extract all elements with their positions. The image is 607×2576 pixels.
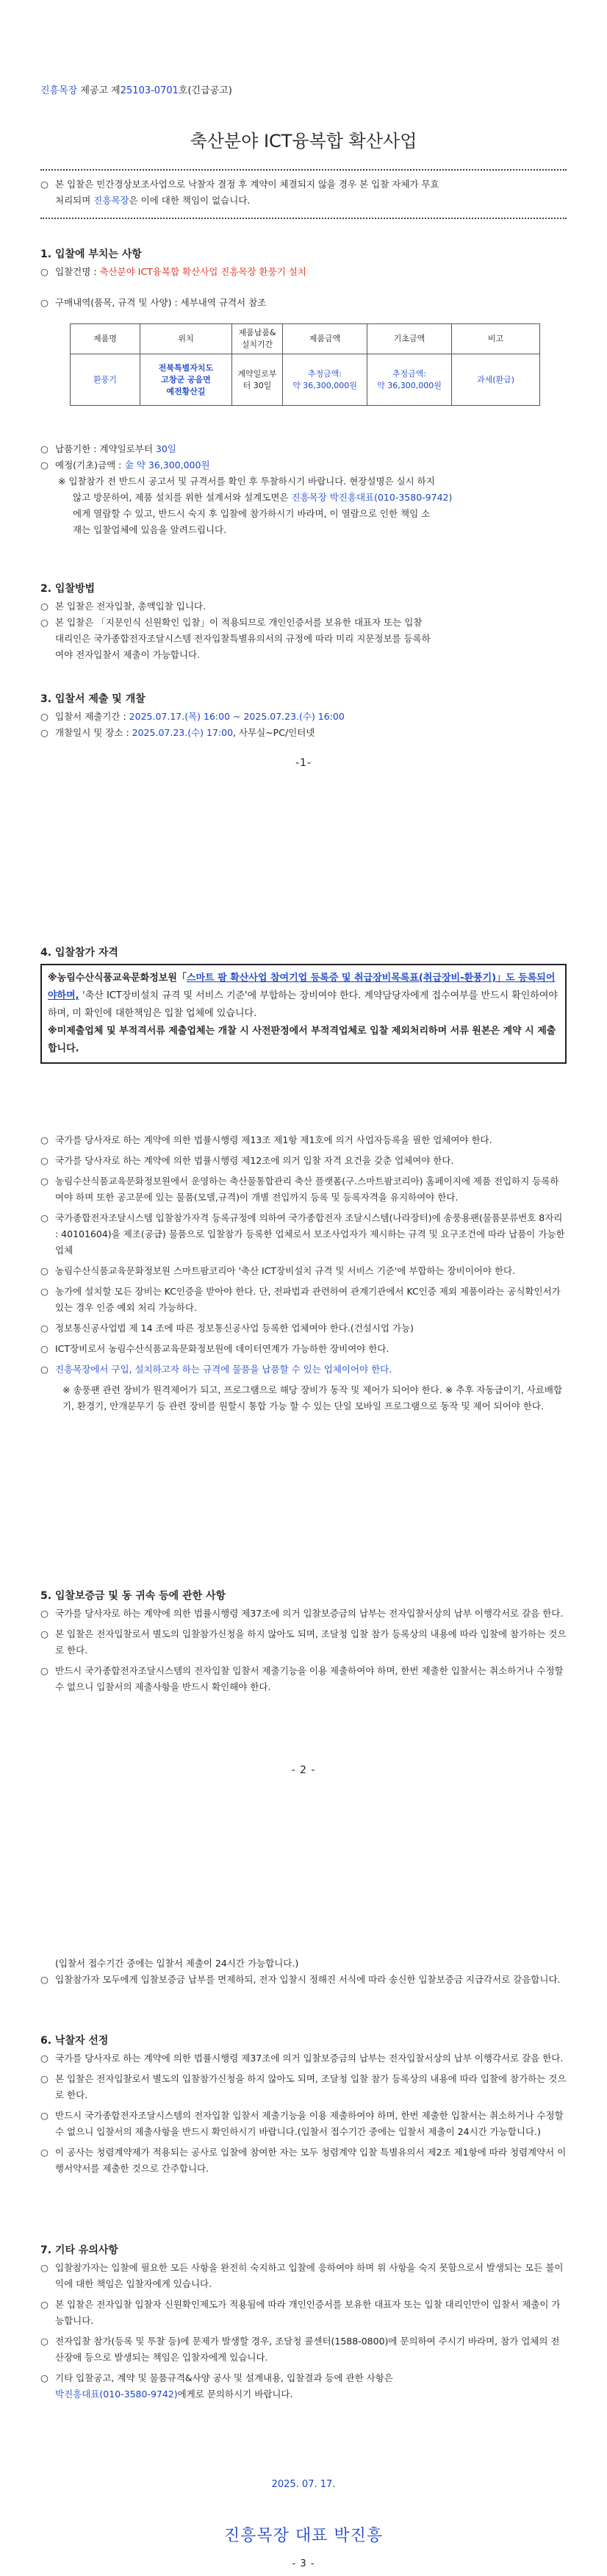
price-label: 예정(기초)금액 : xyxy=(55,459,122,471)
contact-info: 박진흥대표(010-3580-9742) xyxy=(55,2389,178,2400)
intro-line-1: 본 입찰은 민간경상보조사업으로 낙찰자 결정 후 계약이 체결되지 않을 경우 본 입찰 자체가 무효 xyxy=(55,179,439,190)
notice-prefix: 제공고 제 xyxy=(80,85,121,96)
eligibility-item: 국가를 당사자로 하는 계약에 의한 법률시행령 제12조에 의거 입찰 자격 요건을 갖춘 업체여야 한다. xyxy=(55,1155,454,1166)
award-item: 국가를 당사자로 하는 계약에 의한 법률시행령 제37조에 의거 입찰보증금의 납부는 전자입찰서상의 납부 이행각서로 갈음 한다. xyxy=(55,2053,564,2064)
spec-table xyxy=(70,323,540,406)
notice-header xyxy=(40,82,567,96)
submit-period: 2025.07.17.(목) 16:00 ~ 2025.07.23.(수) 16:00 xyxy=(129,711,345,722)
section-title: 5. 입찰보증금 및 동 귀속 등에 관한 사항 xyxy=(40,1590,226,1602)
section-6: 6. 낙찰자 선정 ○ 국가를 당사자로 하는 계약에 의한 법률시행령 제37조에 의거 입찰보증금의 납부는 전자입찰서상의 납부 이행각서로 갈음 한다. ○ 본 입찰은 전자입찰로서 별도의 입찰참가신청을 하지 않아도 되며, 조달청 입찰 참가 등록상의 내용에 따라 입찰에 참가하는 것으로 한다. ○ 반드시 국가종합전자조달시스템의 전자입찰 입찰서 제출기능을 이용 제출하여야 하며, 한번 제출한 입찰서는 취소하거나 수정할 수 없으니 입찰서의 제출사항을 반드시 확인하시기 바랍니다.(입찰서 접수기간 중에는 입찰서 제출이 24시간 가능합니다.) ○ 이 공사는 청렴계약제가 적용되는 공사로 입찰에 참여한 자는 모두 청렴계약 입찰 특별유의서 제2조 제1항에 따라 청렴계약서 이행서약서를 제출한 것으로 간주합니다. xyxy=(40,2033,567,2177)
notice-suffix: 호(긴급공고) xyxy=(178,85,232,96)
spec-header: 비고 xyxy=(452,324,540,354)
spec-header: 제품납품& 설치기간 xyxy=(232,324,283,354)
deposit-cont: (입찰서 접수기간 중에는 입찰서 제출이 24시간 가능합니다.) ○ 입찰참가자 모두에게 입찰보증금 납부를 면제하되, 전자 입찰시 정해진 서식에 따라 송신한 입찰보증금 지급각서로 갈음합니다. xyxy=(40,1956,567,1988)
sign-date: 2025. 07. 17. xyxy=(271,2479,336,2490)
eligibility-footnote: ※ 송풍팬 관련 장비가 원격제어가 되고, 프로그램으로 해당 장비가 동작 및 제어가 되어야 한다. ※ 추후 자동급이기, 사료배합기, 환경기, 안개분무기 등 관련 장비를 원할시 통합 가능 할 수 있는 단일 모바일 프로그램으로 동작 및 제어 되어야 한다. xyxy=(62,1384,563,1412)
page-3 xyxy=(0,1911,607,2576)
note-line: 않고 방문하여, 제품 설치를 위한 설계서와 설계도면은 xyxy=(73,492,289,503)
section-5: 5. 입찰보증금 및 동 귀속 등에 관한 사항 ○ 국가를 당사자로 하는 계약에 의한 법률시행령 제37조에 의거 입찰보증금의 납부는 전자입찰서상의 납부 이행각서로 갈음 한다. ○ 본 입찰은 전자입찰로서 별도의 입찰참가신청을 하지 않아도 되며, 조달청 입찰 참가 등록상의 내용에 따라 입찰에 참가하는 것으로 한다. ○ 반드시 국가종합전자조달시스템의 전자입찰 입찰서 제출기능을 이용 제출하여야 하며, 한번 제출한 입찰서는 취소하거나 수정할 수 없으니 입찰서의 제출사항을 반드시 확인해야 한다. xyxy=(40,1588,567,1695)
section-4 xyxy=(40,945,567,1064)
box-highlight: 스마트 팜 확산사업 참여기업 등록증 및 취급장비목록표(취급장비-환풍기) xyxy=(186,973,497,984)
deposit-note: 입찰참가자 모두에게 입찰보증금 납부를 면제하되, 전자 입찰시 정해진 서식에 따라 송신한 입찰보증금 지급각서로 갈음합니다. xyxy=(55,1974,561,1985)
section-title: 7. 기타 유의사항 xyxy=(40,2244,118,2256)
delivery-value: 30일 xyxy=(155,443,176,454)
deposit-item: 본 입찰은 전자입찰로서 별도의 입찰참가신청을 하지 않아도 되며, 조달청 입찰 참가 등록상의 내용에 따라 입찰에 참가하는 것으로 한다. xyxy=(55,1628,567,1656)
eligibility-item: 농가에 설치할 모든 장비는 KC인증을 받아야 한다. 단, 전파법과 관련하여 관계기관에서 KC인증 제외 제품이라는 공식확인서가 있는 경우 인증 예외 처리 가능하다. xyxy=(55,1286,561,1313)
section-3: 3. 입찰서 제출 및 개찰 ○ 입찰서 제출기간 : 2025.07.17.(목) 16:00 ~ 2025.07.23.(수) 16:00 ○ 개찰일시 및 장소 : 2025.07.23.(수) 17:00, 사무실~PC/인터넷 xyxy=(40,691,567,741)
page-number: - 2 - xyxy=(291,1764,316,1776)
spec-header: 기초금액 xyxy=(367,324,452,354)
spec-cell: 과세(환급) xyxy=(452,354,540,406)
contact-post: 에게로 문의하시기 바랍니다. xyxy=(177,2389,293,2400)
spec-cell: 전북특별자치도 고창군 공음면 예전황산길 xyxy=(140,354,232,406)
eligibility-notice-box xyxy=(40,964,567,1064)
bid-name-label: 입찰건명 : xyxy=(55,266,97,277)
note-line: 재는 입찰업체에 있음을 알려드립니다. xyxy=(73,524,227,535)
notice-org: 진흥목장 xyxy=(40,85,78,96)
note-line: 에게 열람할 수 있고, 반드시 숙지 후 입찰에 참가하시기 바라며, 이 열람으로 인한 책임 소 xyxy=(73,508,431,519)
spec-header: 제품금액 xyxy=(283,324,367,354)
submit-label: 입찰서 제출기간 : xyxy=(55,711,126,722)
notice-item: 입찰참가자는 입찰에 필요한 모든 사항을 완전히 숙지하고 입찰에 응하여야 하며 위 사항을 숙지 못함으로서 발생되는 모든 불이익에 대한 책임은 입찰자에게 있습니다. xyxy=(55,2262,564,2289)
section-title: 4. 입찰참가 자격 xyxy=(40,947,118,959)
note-line: ※ 입찰참가 전 반드시 공고서 및 규격서를 확인 후 투찰하시기 바랍니다. 현장설명은 실시 하지 xyxy=(58,476,435,487)
delivery-label: 납품기한 : 계약일로부터 xyxy=(55,443,153,454)
eligibility-item: 진흥목장에서 구입, 설치하고자 하는 규격에 물품을 납품할 수 있는 업체이어야 한다. xyxy=(55,1364,392,1375)
box-text: ※미제출업체 및 부적격서류 제출업체는 개찰 시 사전판정에서 부적격업체로 입찰 제외처리하며 서류 원본은 계약 시 제출합니다. xyxy=(48,1026,556,1054)
signatory: 진흥목장 대표 박진흥 xyxy=(223,2527,384,2545)
section-title: 2. 입찰방법 xyxy=(40,583,96,595)
opening-label: 개찰일시 및 장소 : xyxy=(55,727,129,738)
opening-place: , 사무실~PC/인터넷 xyxy=(233,727,315,738)
box-text: '축산 ICT장비설치 규격 및 서비스 기준'에 부합하는 장비여야 한다. 계약담당자에게 접수여부를 반드시 확인하여야 하며, 미 확인에 대한책임은 입찰 업체에 있습니다. xyxy=(48,990,558,1019)
spec-cell: 계약일로부 터 30일 xyxy=(232,354,283,406)
award-item: 반드시 국가종합전자조달시스템의 전자입찰 입찰서 제출기능을 이용 제출하여야 하며, 한번 제출한 입찰서는 취소하거나 수정할 수 없으니 입찰서의 제출사항을 반드시 확인하시기 바랍니다.(입찰서 접수기간 중에는 입찰서 제출이 24시간 가능합니다.) xyxy=(55,2110,564,2137)
method-line: 여야 전자입찰서 제출이 가능합니다. xyxy=(55,649,201,660)
page-number: - 3 - xyxy=(292,2558,315,2569)
section-title: 6. 낙찰자 선정 xyxy=(40,2035,109,2047)
section-7: 7. 기타 유의사항 ○ 입찰참가자는 입찰에 필요한 모든 사항을 완전히 숙지하고 입찰에 응하여야 하며 위 사항을 숙지 못함으로서 발생되는 모든 불이익에 대한 책임은 입찰자에게 있습니다. ○ 본 입찰은 전자입찰 입찰자 신원확인제도가 적용됨에 따라 개인인증서를 보유한 대표자 또는 입찰 대리인만이 입찰서 제출이 가능합니다. ○ 전자입찰 참가(등록 및 투찰 등)에 문제가 발생할 경우, 조달청 콜센터(1588-0800)에 문의하여 주시기 바라며, 참가 업체의 전산장애 등으로 발생되는 책임은 입찰자에게 있습니다. ○ 기타 입찰공고, 계약 및 물품규격&사양 공사 및 설계내용, 입찰결과 등에 관한 사항은 박진흥대표(010-3580-9742)에게로 문의하시기 바랍니다. xyxy=(40,2242,567,2403)
spec-cell: 추정금액: 약 36,300,000원 xyxy=(367,354,452,406)
purchase-details: 구매내역(품목, 규격 및 사양) : 세부내역 규격서 참조 xyxy=(55,297,267,308)
opening-time: 2025.07.23.(수) 17:00 xyxy=(132,727,234,738)
eligibility-item: 국가종합전자조달시스템 입찰참가자격 등록규정에 의하여 국가종합전자 조달시스템(나라장터)에 송풍용팬(물품분류번호 8자리 : 40101604)을 제조(공급) 물품으로 입찰참가 등록한 업체로서 보조사업자가 제시하는 규격 및 요구조건에 따라 납품이 가능한 업체 xyxy=(55,1212,565,1256)
eligibility-item: 농림수산식품교육문화정보원에서 운영하는 축산물통합관리 축산 플랫폼(구.스마트팜코리아) 홈페이지에 제품 전입하지 등록하여야 하며 또한 공고문에 있는 물품(모델,규격)이 개별 전입까지 등록 및 등록자격을 유지하여야 한다. xyxy=(55,1176,559,1203)
award-item: 이 공사는 청렴계약제가 적용되는 공사로 입찰에 참여한 자는 모두 청렴계약 입찰 특별유의서 제2조 제1항에 따라 청렴계약서 이행서약서를 제출한 것으로 간주합니다. xyxy=(55,2147,567,2174)
spec-header: 위치 xyxy=(140,324,232,354)
section-1-cont: ○ 납품기한 : 계약일로부터 30일 ○ 예정(기초)금액 : 金 약 36,300,000원 ※ 입찰참가 전 반드시 공고서 및 규격서를 확인 후 투찰하시기 바랍니다. 현장설명은 실시 하지 않고 방문하여, 제품 설치를 위한 설계서와 설계도면은 진흥목장 박진흥대표(010-3580-9742) 에게 열람할 수 있고, 반드시 숙지 후 입찰에 참가하시기 바라며, 이 열람으로 인한 책임 소 재는 입찰업체에 있음을 알려드립니다. xyxy=(40,441,567,538)
section-2: 2. 입찰방법 ○ 본 입찰은 전자입찰, 총액입찰 입니다. ○ 본 입찰은 「지문인식 신원확인 입찰」이 적용되므로 개인인증서를 보유한 대표자 또는 입찰 대리인은 국가종합전자조달시스템 전자입찰특별유의서의 규정에 따라 미리 지문정보를 등록하 여야 전자입찰서 제출이 가능합니다. xyxy=(40,581,567,663)
intro: ○ 본 입찰은 민간경상보조사업으로 낙찰자 결정 후 계약이 체결되지 않을 경우 본 입찰 자체가 무효 처리되며 진흥목장은 이에 대한 책임이 없습니다. xyxy=(40,179,439,206)
deposit-item: 국가를 당사자로 하는 계약에 의한 법률시행령 제37조에 의거 입찰보증금의 납부는 전자입찰서상의 납부 이행각서로 갈음 한다. xyxy=(55,1608,564,1619)
spec-cell: 환풍기 xyxy=(71,354,140,406)
method-line: 대리인은 국가종합전자조달시스템 전자입찰특별유의서의 규정에 따라 미리 지문정보를 등록하 xyxy=(55,633,431,644)
spec-table-wrap xyxy=(40,323,567,406)
page-number: -1- xyxy=(295,757,312,769)
deposit-item: 반드시 국가종합전자조달시스템의 전자입찰 입찰서 제출기능을 이용 제출하여야 하며, 한번 제출한 입찰서는 취소하거나 수정할 수 없으니 입찰서의 제출사항을 반드시 확인해야 한다. xyxy=(55,1665,564,1692)
eligibility-list: ○ 국가를 당사자로 하는 계약에 의한 법률시행령 제13조 제1항 제1호에 의거 사업자등록을 필한 업체여야 한다. ○ 국가를 당사자로 하는 계약에 의한 법률시행령 제12조에 의거 입찰 자격 요건을 갖춘 업체여야 한다. ○ 농림수산식품교육문화정보원에서 운영하는 축산물통합관리 축산 플랫폼(구.스마트팜코리아) 홈페이지에 제품 전입하지 등록하여야 하며 또한 공고문에 있는 물품(모델,규격)이 개별 전입까지 등록 및 등록자격을 유지하여야 한다. ○ 국가종합전자조달시스템 입찰참가자격 등록규정에 의하여 국가종합전자 조달시스템(나라장터)에 송풍용팬(물품분류번호 8자리 : 40101604)을 제조(공급) 물품으로 입찰참가 등록한 업체로서 보조사업자가 제시하는 규격 및 요구조건에 따라 납품이 가능한 업체 ○ 농림수산식품교육문화정보원 스마트팜코리아 '축산 ICT장비설치 규격 및 서비스 기준'에 부합하는 장비이어야 한다. ○ 농가에 설치할 모든 장비는 KC인증을 받아야 한다. 단, 전파법과 관련하여 관계기관에서 KC인증 제외 제품이라는 공식확인서가 있는 경우 인증 예외 처리 가능하다. ○ 정보통신공사업법 제 14 조에 따른 정보통신공사업 등록한 업체여야 한다.(건설시업 가능) ○ ICT장비로서 농림수산식품교육문화정보원에 데이터연계가 가능하한 장비여야 한다. ○ 진흥목장에서 구입, 설치하고자 하는 규격에 물품을 납품할 수 있는 업체이어야 한다. ※ 송풍팬 관련 장비가 원격제어가 되고, 프로그램으로 해당 장비가 동작 및 제어가 되어야 한다. ※ 추후 자동급이기, 사료배합기, 환경기, 안개분무기 등 관련 장비를 원할시 통합 가능 할 수 있는 단일 모바일 프로그램으로 동작 및 제어 되어야 한다. xyxy=(40,1132,567,1414)
intro-line-2: 처리되며 xyxy=(55,195,91,206)
notice-item: 전자입찰 참가(등록 및 투찰 등)에 문제가 발생할 경우, 조달청 콜센터(1588-0800)에 문의하여 주시기 바라며, 참가 업체의 전산장애 등으로 발생되는 책임은 입찰자에게 있습니다. xyxy=(55,2336,560,2363)
notice-item: 기타 입찰공고, 계약 및 물품규격&사양 공사 및 설계내용, 입찰결과 등에 관한 사항은 xyxy=(55,2372,393,2383)
divider xyxy=(40,169,567,171)
bid-name-value: 축산분야 ICT융복합 확산사업 진흥목장 환풍기 설치 xyxy=(99,266,306,277)
box-text: ※농림수산식품교육문화정보원「 xyxy=(48,973,187,984)
spec-cell: 추정금액: 약 36,300,000원 xyxy=(283,354,367,406)
intro-line-2-post: 은 이에 대한 책임이 없습니다. xyxy=(129,195,251,206)
notice-item: 본 입찰은 전자입찰 입찰자 신원확인제도가 적용됨에 따라 개인인증서를 보유한 대표자 또는 입찰 대리인만이 입찰서 제출이 가능합니다. xyxy=(55,2299,561,2326)
section-title: 3. 입찰서 제출 및 개찰 xyxy=(40,693,146,705)
deposit-note: (입찰서 접수기간 중에는 입찰서 제출이 24시간 가능합니다.) xyxy=(55,1958,299,1969)
document-title: 축산분야 ICT융복합 확산사업 xyxy=(190,131,417,151)
intro-org: 진흥목장 xyxy=(93,195,129,206)
box-text: 」도 등록되어야하며, xyxy=(48,973,556,1001)
eligibility-item: 국가를 당사자로 하는 계약에 의한 법률시행령 제13조 제1항 제1호에 의거 사업자등록을 필한 업체여야 한다. xyxy=(55,1134,492,1145)
section-title: 1. 입찰에 부치는 사항 xyxy=(40,248,142,260)
eligibility-item: 농림수산식품교육문화정보원 스마트팜코리아 '축산 ICT장비설치 규격 및 서비스 기준'에 부합하는 장비이어야 한다. xyxy=(55,1265,516,1276)
notice-number: 25103-0701 xyxy=(120,85,179,96)
page-1 xyxy=(0,0,607,845)
method-line: 본 입찰은 「지문인식 신원확인 입찰」이 적용되므로 개인인증서를 보유한 대표자 또는 입찰 xyxy=(55,617,423,628)
eligibility-item: ICT장비로서 농림수산식품교육문화정보원에 데이터연계가 가능하한 장비여야 한다. xyxy=(55,1343,389,1354)
page-2 xyxy=(0,845,607,1911)
divider xyxy=(40,218,567,219)
eligibility-item: 정보통신공사업법 제 14 조에 따른 정보통신공사업 등록한 업체여야 한다.(건설시업 가능) xyxy=(55,1323,414,1334)
section-1: 1. 입찰에 부치는 사항 ○ 입찰건명 : 축산분야 ICT융복합 확산사업 진흥목장 환풍기 설치 ○ 구매내역(품목, 규격 및 사양) : 세부내역 규격서 참조 xyxy=(40,246,567,311)
method-line: 본 입찰은 전자입찰, 총액입찰 입니다. xyxy=(55,601,206,612)
spec-header: 제품명 xyxy=(71,324,140,354)
note-contact: 진흥목장 박진흥대표(010-3580-9742) xyxy=(291,492,453,503)
award-item: 본 입찰은 전자입찰로서 별도의 입찰참가신청을 하지 않아도 되며, 조달청 입찰 참가 등록상의 내용에 따라 입찰에 참가하는 것으로 한다. xyxy=(55,2073,567,2100)
price-value: 金 약 36,300,000원 xyxy=(124,459,210,471)
